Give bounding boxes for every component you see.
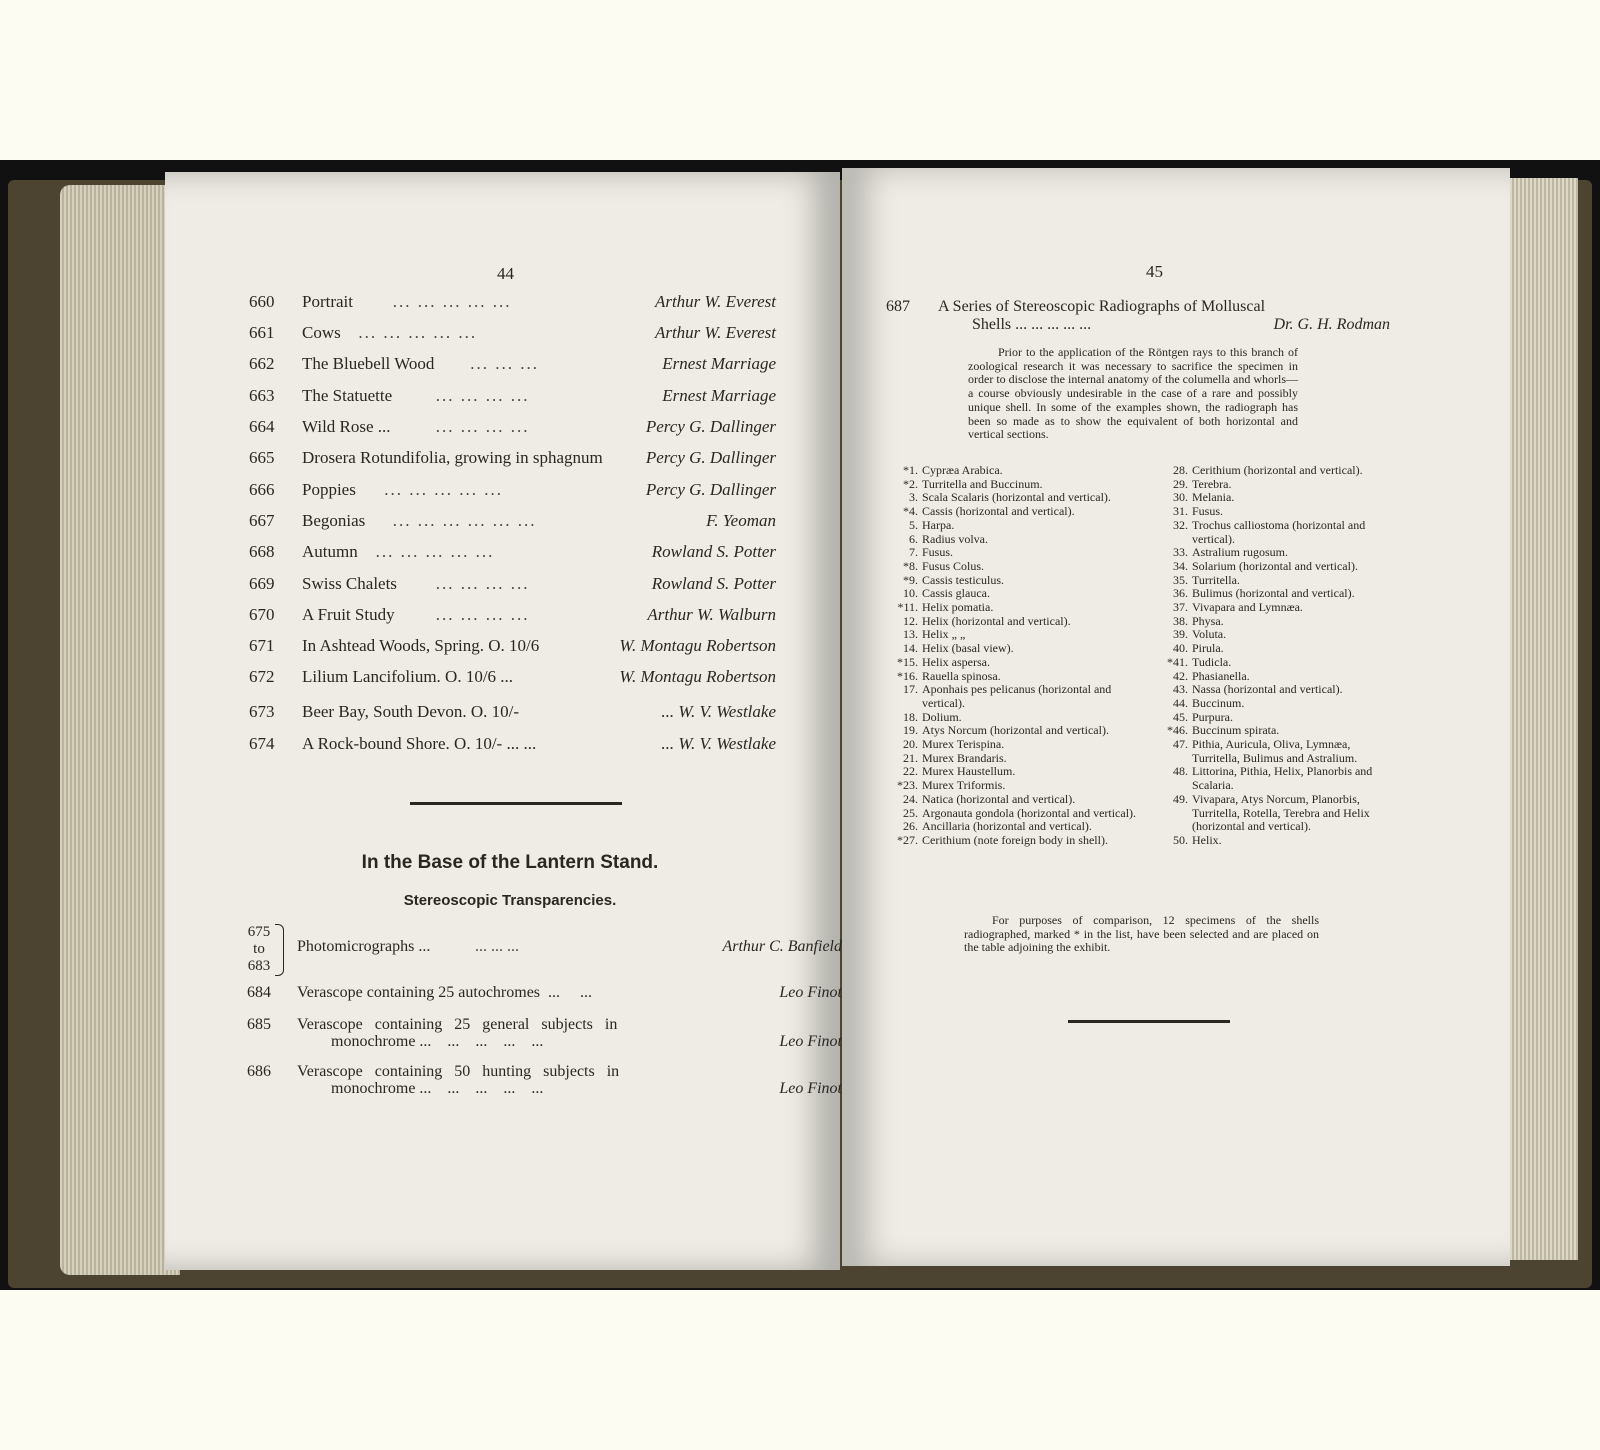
- item-number: *46.: [1167, 723, 1188, 738]
- item-number: 21.: [903, 750, 918, 765]
- item-text: Voluta.: [1192, 627, 1227, 642]
- shell-list-item: [1162, 834, 1394, 848]
- item-number: *41.: [1167, 654, 1188, 669]
- entry-title: In Ashtead Woods, Spring. O. 10/6: [302, 636, 540, 655]
- item-text: Terebra.: [1192, 476, 1232, 491]
- item-text: Fusus.: [1192, 504, 1224, 519]
- item-text: Tudicla.: [1192, 654, 1232, 669]
- divider-rule-right: [1068, 1020, 1230, 1023]
- item-text: Astralium rugosum.: [1192, 545, 1288, 560]
- item-number: 32.: [1173, 517, 1188, 532]
- leader-dots: ... ... ... ... ...: [358, 323, 478, 342]
- item-text: Argonauta gondola (horizontal and vertical).: [922, 805, 1137, 820]
- shell-list-item: [1162, 464, 1394, 478]
- entry-row: [165, 480, 840, 510]
- entry-title: The Statuette: [302, 386, 393, 405]
- shell-list-item: [1162, 683, 1394, 697]
- item-text: Murex Haustellum.: [922, 764, 1016, 779]
- shell-list-item: [1162, 711, 1394, 725]
- range-author: Arthur C. Banfield: [722, 938, 842, 955]
- shell-list-item: [1162, 615, 1394, 629]
- range-to-word: to: [253, 941, 265, 957]
- item-text: Vivapara and Lymnæa.: [1192, 600, 1303, 615]
- shell-list-item: [892, 491, 1138, 505]
- item-text: Solarium (horizontal and vertical).: [1192, 558, 1358, 573]
- page-number-right: 45: [1146, 262, 1163, 281]
- item-text: Purpura.: [1192, 709, 1233, 724]
- item-text: Fusus Colus.: [922, 558, 985, 573]
- item-text: Pirula.: [1192, 641, 1224, 656]
- item-number: 6.: [909, 531, 918, 546]
- item-text: Vivapara, Atys Norcum, Planorbis, Turritella, Rotella, Terebra and Helix (horizontal and vertical).: [1192, 791, 1370, 834]
- item-text: Helix (horizontal and vertical).: [922, 613, 1071, 628]
- leader-dots: ... ... ... ...: [435, 574, 530, 593]
- entry-title: Swiss Chalets: [302, 574, 397, 593]
- entry-title: Drosera Rotundifolia, growing in sphagnum: [302, 448, 603, 467]
- shell-list-item: [1162, 546, 1394, 560]
- entry-row: [165, 667, 840, 697]
- entry-title: Begonias: [302, 511, 366, 530]
- item-text: Helix (basal view).: [922, 641, 1014, 656]
- shell-list-item: [892, 464, 1138, 478]
- item-number: 36.: [1173, 586, 1188, 601]
- item-number: 10.: [903, 586, 918, 601]
- entry-row: [165, 386, 840, 416]
- shell-list-item: [892, 738, 1138, 752]
- shell-list-item: [1162, 642, 1394, 656]
- shell-list-item: [1162, 765, 1394, 792]
- item-text: Cassis (horizontal and vertical).: [922, 504, 1075, 519]
- shell-list-item: [892, 642, 1138, 656]
- item-text: Harpa.: [922, 517, 955, 532]
- page-number-left: 44: [497, 264, 514, 283]
- item-number: 50.: [1173, 832, 1188, 847]
- entry-title: Poppies: [302, 480, 356, 499]
- item-number: 18.: [903, 709, 918, 724]
- shell-list-item: [892, 519, 1138, 533]
- entry-author: Leo Finot: [779, 1033, 842, 1050]
- item-number: 31.: [1173, 504, 1188, 519]
- shell-list-item: [1162, 505, 1394, 519]
- range-dots: ... ... ...: [475, 938, 519, 955]
- entry-author: Percy G. Dallinger: [645, 480, 776, 499]
- item-number: *9.: [903, 572, 918, 587]
- item-number: 24.: [903, 791, 918, 806]
- shell-list-item: [1162, 491, 1394, 505]
- range-to: 683: [247, 958, 271, 974]
- shell-list-item: [1162, 601, 1394, 615]
- shell-list-item: [892, 615, 1138, 629]
- divider-rule: [410, 802, 622, 805]
- entry-line1: Verascope containing 50 hunting subjects in: [297, 1063, 620, 1080]
- item-text: Helix aspersa.: [922, 654, 990, 669]
- entry-number-687: 687: [886, 298, 910, 315]
- shell-list-item: [1162, 560, 1394, 574]
- item-number: 47.: [1173, 737, 1188, 752]
- entry-author: Leo Finot: [779, 984, 842, 1001]
- brace-icon: [275, 924, 284, 976]
- entry-author: W. Montagu Robertson: [619, 636, 776, 655]
- shell-list-item: [1162, 656, 1394, 670]
- entry-title: Autumn: [302, 542, 358, 561]
- shell-list-item: [892, 505, 1138, 519]
- intro-paragraph: Prior to the application of the Röntgen rays to this branch of zoological research it was necessary to sacrifice the specimen in order to disclose the internal anatomy of the columella and whorls—a course obviously undesirable in the case of a rare and possibly unique shell. In some of the examples shown, the radiograph has been so made as to show the equivalent of both horizontal and vertical sections.: [968, 345, 1298, 442]
- leader-dots: ... ... ... ... ...: [384, 480, 503, 499]
- item-text: Buccinum.: [1192, 695, 1245, 710]
- shell-list-item: [892, 656, 1138, 670]
- item-number: 33.: [1173, 545, 1188, 560]
- shell-list-item: [892, 820, 1138, 834]
- item-number: 42.: [1173, 668, 1188, 683]
- item-text: Phasianella.: [1192, 668, 1250, 683]
- item-number: 44.: [1173, 695, 1188, 710]
- entry-line2: monochrome ... ... ... ... ...: [331, 1080, 544, 1097]
- shell-list-item: [892, 752, 1138, 766]
- entry-author: Arthur W. Walburn: [647, 605, 776, 624]
- range-entry: [245, 924, 842, 980]
- item-number: 22.: [903, 764, 918, 779]
- entry-author: Arthur W. Everest: [654, 323, 776, 342]
- entry-author: W. Montagu Robertson: [619, 667, 776, 686]
- leader-dots: ... ... ... ... ...: [375, 542, 495, 561]
- shell-list-item: [1162, 628, 1394, 642]
- entry-number: 684: [247, 984, 271, 1001]
- entry-author: ... W. V. Westlake: [661, 734, 776, 753]
- shell-list-item: [892, 793, 1138, 807]
- shell-list-right: [1162, 464, 1394, 848]
- leader-dots: ... ... ...: [470, 354, 539, 373]
- item-number: *8.: [903, 558, 918, 573]
- item-number: 14.: [903, 641, 918, 656]
- entry-line2: monochrome ... ... ... ... ...: [331, 1033, 544, 1050]
- shell-list-item: [892, 601, 1138, 615]
- item-text: Natica (horizontal and vertical).: [922, 791, 1076, 806]
- item-number: 37.: [1173, 600, 1188, 615]
- item-number: 7.: [909, 545, 918, 560]
- shell-list-item: [892, 628, 1138, 642]
- entry-author: Percy G. Dallinger: [645, 417, 776, 436]
- item-number: *11.: [897, 600, 918, 615]
- entry-title: Beer Bay, South Devon. O. 10/-: [302, 702, 520, 721]
- item-number: 3.: [909, 490, 918, 505]
- entry-number: 673: [249, 702, 275, 721]
- item-text: Littorina, Pithia, Helix, Planorbis and Scalaria.: [1192, 764, 1373, 793]
- entry-number: 665: [249, 448, 275, 467]
- item-text: Melania.: [1192, 490, 1235, 505]
- shell-list-item: [892, 724, 1138, 738]
- entry-title-line1: A Series of Stereoscopic Radiographs of Molluscal: [938, 298, 1266, 315]
- shell-list-item: [892, 560, 1138, 574]
- item-number: 35.: [1173, 572, 1188, 587]
- entry-row: [165, 448, 840, 478]
- entry-number: 667: [249, 511, 275, 530]
- item-text: Physa.: [1192, 613, 1224, 628]
- item-number: 19.: [903, 723, 918, 738]
- shell-list-item: [892, 478, 1138, 492]
- item-text: Cerithium (horizontal and vertical).: [1192, 463, 1363, 477]
- entry-title: A Rock-bound Shore. O. 10/- ... ...: [302, 734, 537, 753]
- item-number: 40.: [1173, 641, 1188, 656]
- shell-list-item: [892, 683, 1138, 710]
- shell-list-item: [892, 711, 1138, 725]
- item-number: 20.: [903, 737, 918, 752]
- shell-list-item: [1162, 478, 1394, 492]
- entry-row: [165, 292, 840, 322]
- shell-list-item: [892, 807, 1138, 821]
- entry-author: ... W. V. Westlake: [661, 702, 776, 721]
- leader-dots: ... ... ... ... ...: [392, 292, 512, 311]
- item-number: 49.: [1173, 791, 1188, 806]
- item-number: 30.: [1173, 490, 1188, 505]
- shell-list-item: [1162, 738, 1394, 765]
- range-from: 675: [247, 924, 271, 940]
- shell-list-left: [892, 464, 1138, 848]
- shell-list-item: [1162, 574, 1394, 588]
- item-text: Radius volva.: [922, 531, 988, 546]
- entry-row: [165, 323, 840, 353]
- entry-row: [165, 542, 840, 572]
- item-number: 26.: [903, 819, 918, 834]
- shell-list-item: [892, 546, 1138, 560]
- item-text: Trochus calliostoma (horizontal and vertical).: [1192, 517, 1366, 546]
- item-number: *1.: [903, 463, 918, 477]
- item-text: Murex Terispina.: [922, 737, 1005, 752]
- item-text: Cerithium (note foreign body in shell).: [922, 832, 1108, 847]
- item-text: Helix.: [1192, 832, 1222, 847]
- item-number: *15.: [897, 654, 918, 669]
- entry-author: Rowland S. Potter: [651, 574, 776, 593]
- entry-number: 663: [249, 386, 275, 405]
- entry-number: 685: [247, 1016, 271, 1033]
- item-text: Nassa (horizontal and vertical).: [1192, 682, 1343, 697]
- shell-list-item: [892, 670, 1138, 684]
- shell-list-item: [1162, 724, 1394, 738]
- entry-title: Portrait: [302, 292, 353, 311]
- item-text: Aponhais pes pelicanus (horizontal and vertical).: [922, 682, 1112, 710]
- item-number: 13.: [903, 627, 918, 642]
- item-text: Fusus.: [922, 545, 954, 560]
- verascope-entry: [245, 1016, 842, 1056]
- item-number: *27.: [897, 832, 918, 847]
- item-text: Murex Brandaris.: [922, 750, 1007, 765]
- entry-author: Percy G. Dallinger: [645, 448, 776, 467]
- entry-title: Wild Rose ...: [302, 417, 391, 436]
- verascope-entry: [245, 1063, 842, 1103]
- item-text: Cypræa Arabica.: [922, 463, 1003, 477]
- comparison-note: For purposes of comparison, 12 specimens of the shells radiographed, marked * in the list, have been selected and are placed on the table adjoining the exhibit.: [964, 913, 1319, 955]
- item-number: *4.: [903, 504, 918, 519]
- item-number: 17.: [903, 682, 918, 697]
- shell-list-item: [1162, 587, 1394, 601]
- shell-list-item: [892, 834, 1138, 848]
- entry-row: [165, 574, 840, 604]
- entry-title: The Bluebell Wood: [302, 354, 435, 373]
- item-text: Cassis glauca.: [922, 586, 990, 601]
- shell-list-item: [892, 587, 1138, 601]
- item-number: 12.: [903, 613, 918, 628]
- range-title: Photomicrographs ...: [297, 938, 431, 955]
- item-number: *23.: [897, 778, 918, 793]
- item-text: Helix „ „: [922, 627, 966, 642]
- leader-dots: ... ... ... ...: [435, 605, 530, 624]
- shell-list-item: [892, 574, 1138, 588]
- entry-row: [165, 605, 840, 635]
- entry-author: F. Yeoman: [706, 511, 776, 530]
- shell-list-item: [1162, 519, 1394, 546]
- item-text: Rauella spinosa.: [922, 668, 1001, 683]
- entry-title-line2: Shells ... ... ... ... ...: [972, 316, 1092, 333]
- entry-row: [165, 354, 840, 384]
- entry-row: [165, 734, 840, 764]
- entry-author: Arthur W. Everest: [654, 292, 776, 311]
- entry-row: [165, 702, 840, 732]
- entry-number: 671: [249, 636, 275, 655]
- leader-dots: ... ... ... ...: [435, 417, 530, 436]
- item-text: Scala Scalaris (horizontal and vertical).: [922, 490, 1111, 505]
- item-text: Helix pomatia.: [922, 600, 994, 615]
- entry-number: 660: [249, 292, 275, 311]
- item-number: *16.: [897, 668, 918, 683]
- item-number: 43.: [1173, 682, 1188, 697]
- section-title: In the Base of the Lantern Stand.: [361, 852, 659, 873]
- entry-line1: Verascope containing 25 general subjects in: [297, 1016, 618, 1033]
- item-number: 48.: [1173, 764, 1188, 779]
- item-text: Atys Norcum (horizontal and vertical).: [922, 723, 1109, 738]
- shell-list-item: [1162, 697, 1394, 711]
- item-text: Cassis testiculus.: [922, 572, 1005, 587]
- entry-author: Dr. G. H. Rodman: [1273, 316, 1390, 333]
- leader-dots: ... ... ... ... ... ...: [392, 511, 537, 530]
- entry-author: Rowland S. Potter: [651, 542, 776, 561]
- item-number: *2.: [903, 476, 918, 491]
- shell-list-item: [892, 765, 1138, 779]
- entry-number: 672: [249, 667, 275, 686]
- item-number: 38.: [1173, 613, 1188, 628]
- entry-number: 669: [249, 574, 275, 593]
- shell-list-item: [892, 533, 1138, 547]
- entry-author: Ernest Marriage: [662, 386, 776, 405]
- section-subtitle: Stereoscopic Transparencies.: [403, 892, 617, 909]
- item-text: Dolium.: [922, 709, 962, 724]
- item-text: Turritella and Buccinum.: [922, 476, 1043, 491]
- entry-number: 666: [249, 480, 275, 499]
- item-number: 25.: [903, 805, 918, 820]
- shell-list-item: [1162, 793, 1394, 834]
- entry-row: [165, 636, 840, 666]
- entry-title: Lilium Lancifolium. O. 10/6 ...: [302, 667, 514, 686]
- item-text: Buccinum spirata.: [1192, 723, 1280, 738]
- leader-dots: ... ... ... ...: [435, 386, 530, 405]
- entry-row: [165, 417, 840, 447]
- item-number: 5.: [909, 517, 918, 532]
- entry-number: 670: [249, 605, 275, 624]
- entry-title: A Fruit Study: [302, 605, 395, 624]
- item-number: 45.: [1173, 709, 1188, 724]
- entry-number: 662: [249, 354, 275, 373]
- right-page: [842, 168, 1510, 1266]
- entry-row: [165, 511, 840, 541]
- entry-number: 686: [247, 1063, 271, 1080]
- item-text: Turritella.: [1192, 572, 1240, 587]
- page-edges-left: [60, 185, 180, 1275]
- entry-number: 668: [249, 542, 275, 561]
- entry-number: 664: [249, 417, 275, 436]
- page-edges-right: [1500, 178, 1578, 1260]
- item-number: 28.: [1173, 463, 1188, 477]
- shell-list-item: [1162, 670, 1394, 684]
- entry-line1: Verascope containing 25 autochromes ... ...: [297, 984, 593, 1001]
- entry-author: Ernest Marriage: [662, 354, 776, 373]
- shell-list-item: [892, 779, 1138, 793]
- entry-title: Cows: [302, 323, 341, 342]
- left-page: [165, 172, 840, 1270]
- entry-number: 661: [249, 323, 275, 342]
- entry-author: Leo Finot: [779, 1080, 842, 1097]
- item-text: Murex Triformis.: [922, 778, 1006, 793]
- entry-number: 674: [249, 734, 275, 753]
- item-number: 29.: [1173, 476, 1188, 491]
- item-text: Ancillaria (horizontal and vertical).: [922, 819, 1092, 834]
- item-number: 34.: [1173, 558, 1188, 573]
- item-text: Pithia, Auricula, Oliva, Lymnæa, Turritella, Bulimus and Astralium.: [1192, 737, 1358, 765]
- item-number: 39.: [1173, 627, 1188, 642]
- item-text: Bulimus (horizontal and vertical).: [1192, 586, 1355, 601]
